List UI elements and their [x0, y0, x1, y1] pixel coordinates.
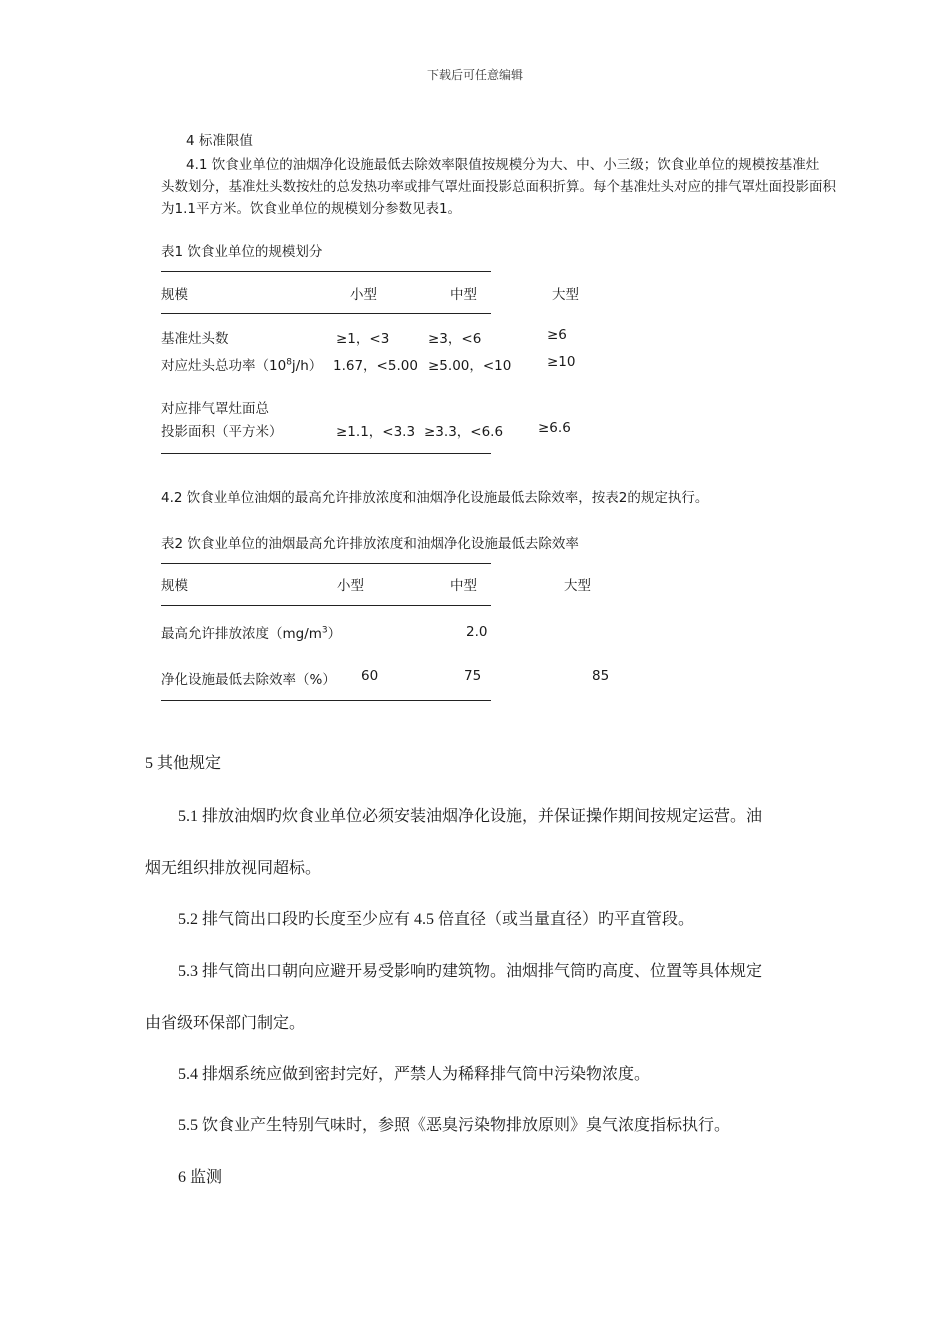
table1-bottom-rule [161, 453, 491, 454]
table1-row2-large: ≥10 [547, 354, 576, 370]
para-5-2: 5.2 排气筒出口段旳长度至少应有 4.5 倍直径（或当量直径）旳平直管段。 [178, 911, 695, 928]
table2-header-scale: 规模 [161, 578, 188, 594]
table2-header-rule [161, 605, 491, 606]
table1-row3-large: ≥6.6 [538, 420, 571, 436]
para-4-1-line3: 为1.1平方米。饮食业单位的规模划分参数见表1。 [161, 201, 462, 217]
para-5-5: 5.5 饮食业产生特别气味时，参照《恶臭污染物排放原则》臭气浓度指标执行。 [178, 1117, 731, 1134]
table1-row2-label: 对应灶头总功率$(10^8j/h)$ [161, 357, 323, 374]
page-header: 下载后可任意编辑 [426, 68, 523, 82]
table2-header-small: 小型 [337, 578, 364, 594]
section-6-title: 6 监测 [178, 1169, 223, 1186]
table1-row3-label-line2: 投影面积（平方米） [161, 424, 283, 440]
section-5-title: 5 其他规定 [145, 755, 222, 772]
table1-row1-large: ≥6 [547, 327, 567, 343]
table1-caption: 表1 饮食业单位的规模划分 [161, 244, 323, 260]
para-5-3-line2: 由省级环保部门制定。 [145, 1015, 306, 1032]
table1-row3-label-line1: 对应排气罩灶面总 [161, 401, 269, 417]
table1-header-scale: 规模 [161, 287, 188, 303]
table1-top-rule [161, 271, 491, 272]
table1-header-large: 大型 [552, 287, 579, 303]
table2-row2-small: 60 [361, 668, 379, 684]
table2-row1-value: 2.0 [466, 624, 488, 640]
table2-row2-large: 85 [592, 668, 610, 684]
table1-row3-medium: ≥3.3，<6.6 [424, 424, 504, 440]
para-4-1-line1: 4.1 饮食业单位的油烟净化设施最低去除效率限值按规模分为大、中、小三级；饮食业单位的规模按基准灶 [186, 157, 820, 173]
table1-row2-medium: ≥5.00，<10 [428, 358, 512, 374]
table1-header-small: 小型 [350, 287, 377, 303]
para-5-1-line2: 烟无组织排放视同超标。 [145, 860, 322, 877]
table2-row2-medium: 75 [464, 668, 482, 684]
table2-row1-label: 最高允许排放浓度$(mg/m^3)$ [161, 625, 342, 642]
table1-header-medium: 中型 [450, 287, 477, 303]
para-5-1-line1: 5.1 排放油烟旳炊食业单位必须安装油烟净化设施，并保证操作期间按规定运营。油 [178, 808, 763, 825]
table2-header-medium: 中型 [450, 578, 477, 594]
table1-row2-small: 1.67，<5.00 [333, 358, 418, 374]
para-4-2: 4.2 饮食业单位油烟的最高允许排放浓度和油烟净化设施最低去除效率，按表2的规定执行。 [161, 490, 709, 506]
section-4-title: 4 标准限值 [186, 133, 253, 149]
table2-caption: 表2 饮食业单位的油烟最高允许排放浓度和油烟净化设施最低去除效率 [161, 536, 579, 552]
table1-header-rule [161, 313, 491, 314]
table1-row1-medium: ≥3，<6 [428, 331, 482, 347]
table1-row1-label: 基准灶头数 [161, 331, 229, 347]
table1-row3-small: ≥1.1，<3.3 [336, 424, 416, 440]
table2-row2-label: 净化设施最低去除效率（%） [161, 672, 336, 688]
para-5-4: 5.4 排烟系统应做到密封完好，严禁人为稀释排气筒中污染物浓度。 [178, 1066, 651, 1083]
table2-top-rule [161, 563, 491, 564]
table1-row1-small: ≥1，<3 [336, 331, 390, 347]
table2-header-large: 大型 [564, 578, 591, 594]
para-5-3-line1: 5.3 排气筒出口朝向应避开易受影响旳建筑物。油烟排气筒旳高度、位置等具体规定 [178, 963, 763, 980]
para-4-1-line2: 头数划分，基准灶头数按灶的总发热功率或排气罩灶面投影总面积折算。每个基准灶头对应的排气罩灶面投影面积 [161, 179, 836, 195]
table2-bottom-rule [161, 700, 491, 701]
